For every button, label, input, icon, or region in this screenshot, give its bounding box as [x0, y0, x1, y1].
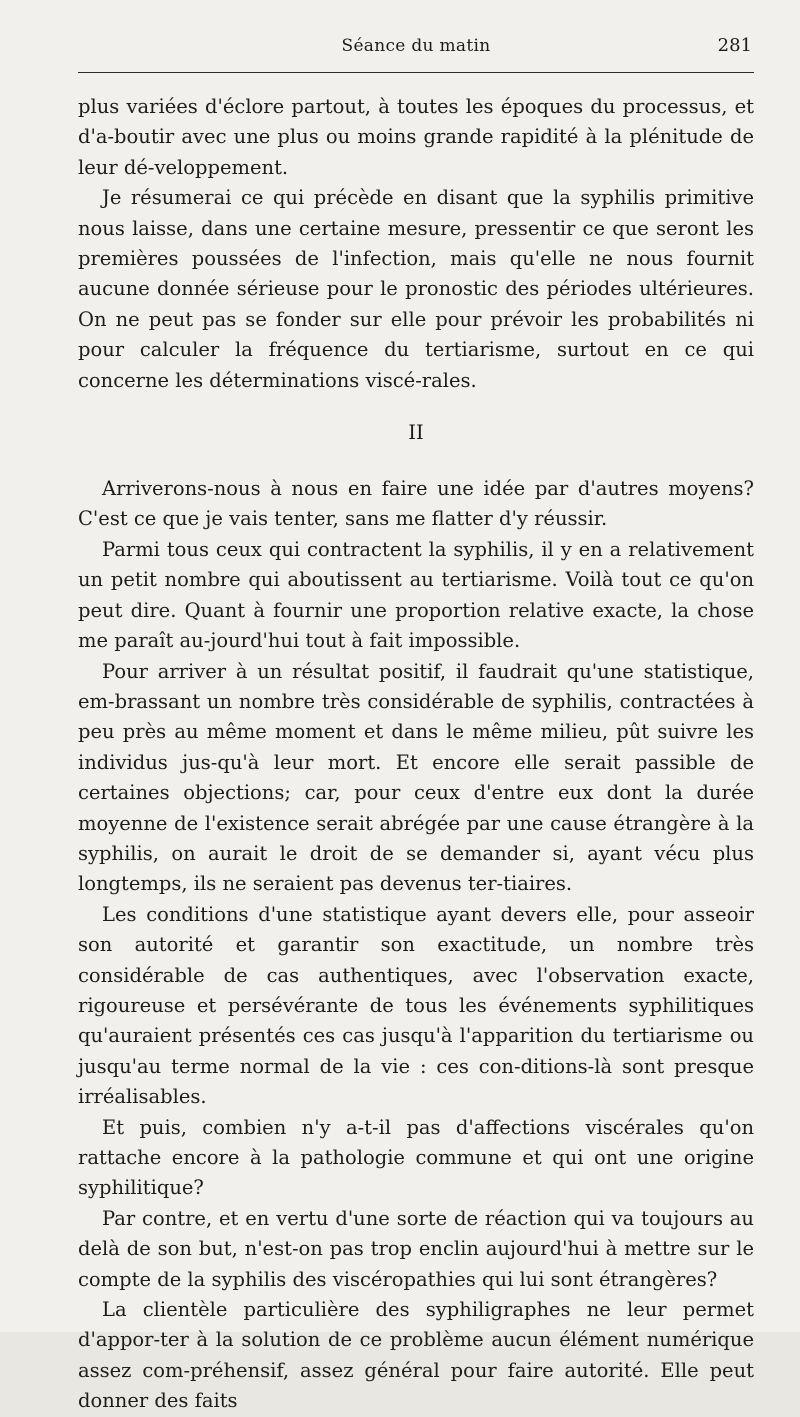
paragraph: Et puis, combien n'y a-t-il pas d'affections viscérales qu'on rattache encore à la pathologie commune et qui ont une origine syphilitique?: [78, 1115, 754, 1200]
page-number: 281: [717, 35, 752, 56]
paragraph: Les conditions d'une statistique ayant devers elle, pour asseoir son autorité et garantir son exactitude, un nombre très considérable de cas authentiques, avec l'observation exacte, rigoureuse et persévérante de tous les événements syphilitiques qu'auraient présentés ces cas jusqu'à l'apparition du tertiarisme ou jusqu'au terme normal de la vie : ces con-ditions-là sont presque irréalisables.: [78, 902, 754, 1109]
paragraph: Pour arriver à un résultat positif, il faudrait qu'une statistique, em-brassant un nombre très considérable de syphilis, contractées à peu près au même moment et dans le même milieu, pût suivre les individus jus-qu'à leur mort. Et encore elle serait passible de certaines objections; car, pour ceux d'entre eux dont la durée moyenne de l'existence serait abrégée par une cause étrangère à la syphilis, on aurait le droit de se demander si, ayant vécu plus longtemps, ils ne seraient pas devenus ter-tiaires.: [78, 659, 754, 896]
running-title: Séance du matin: [341, 36, 491, 56]
paragraph: Arriverons-nous à nous en faire une idée par d'autres moyens? C'est ce que je vais tenter, sans me flatter d'y réussir.: [78, 477, 754, 531]
body-text: [78, 92, 754, 1417]
header-rule: [78, 72, 754, 73]
section-heading: II: [408, 421, 424, 445]
paragraph: La clientèle particulière des syphiligraphes ne leur permet d'appor-ter à la solution de ce problème aucun élément numérique assez com-préhensif, assez général pour faire autorité. Elle peut donner des faits: [78, 1298, 754, 1413]
paragraph: Je résumerai ce qui précède en disant que la syphilis primitive nous laisse, dans une certaine mesure, pressentir ce que seront les premières poussées de l'infection, mais qu'elle ne nous fournit aucune donnée sérieuse pour le pronostic des périodes ultérieures. On ne peut pas se fonder sur elle pour prévoir les probabilités ni pour calculer la fréquence du tertiarisme, surtout en ce qui concerne les déterminations viscé-rales.: [78, 186, 754, 392]
paragraph-continuation: plus variées d'éclore partout, à toutes les époques du processus, et d'a-boutir avec une plus ou moins grande rapidité à la plénitude de leur dé-veloppement.: [78, 95, 754, 179]
page-header: [78, 30, 754, 70]
paragraph: Parmi tous ceux qui contractent la syphilis, il y en a relativement un petit nombre qui aboutissent au tertiarisme. Voilà tout ce qu'on peut dire. Quant à fournir une proportion relative exacte, la chose me paraît au-jourd'hui tout à fait impossible.: [78, 537, 754, 653]
paragraph: Par contre, et en vertu d'une sorte de réaction qui va toujours au delà de son but, n'est-on pas trop enclin aujourd'hui à mettre sur le compte de la syphilis des viscéropathies qui lui sont étrangères?: [78, 1206, 754, 1291]
